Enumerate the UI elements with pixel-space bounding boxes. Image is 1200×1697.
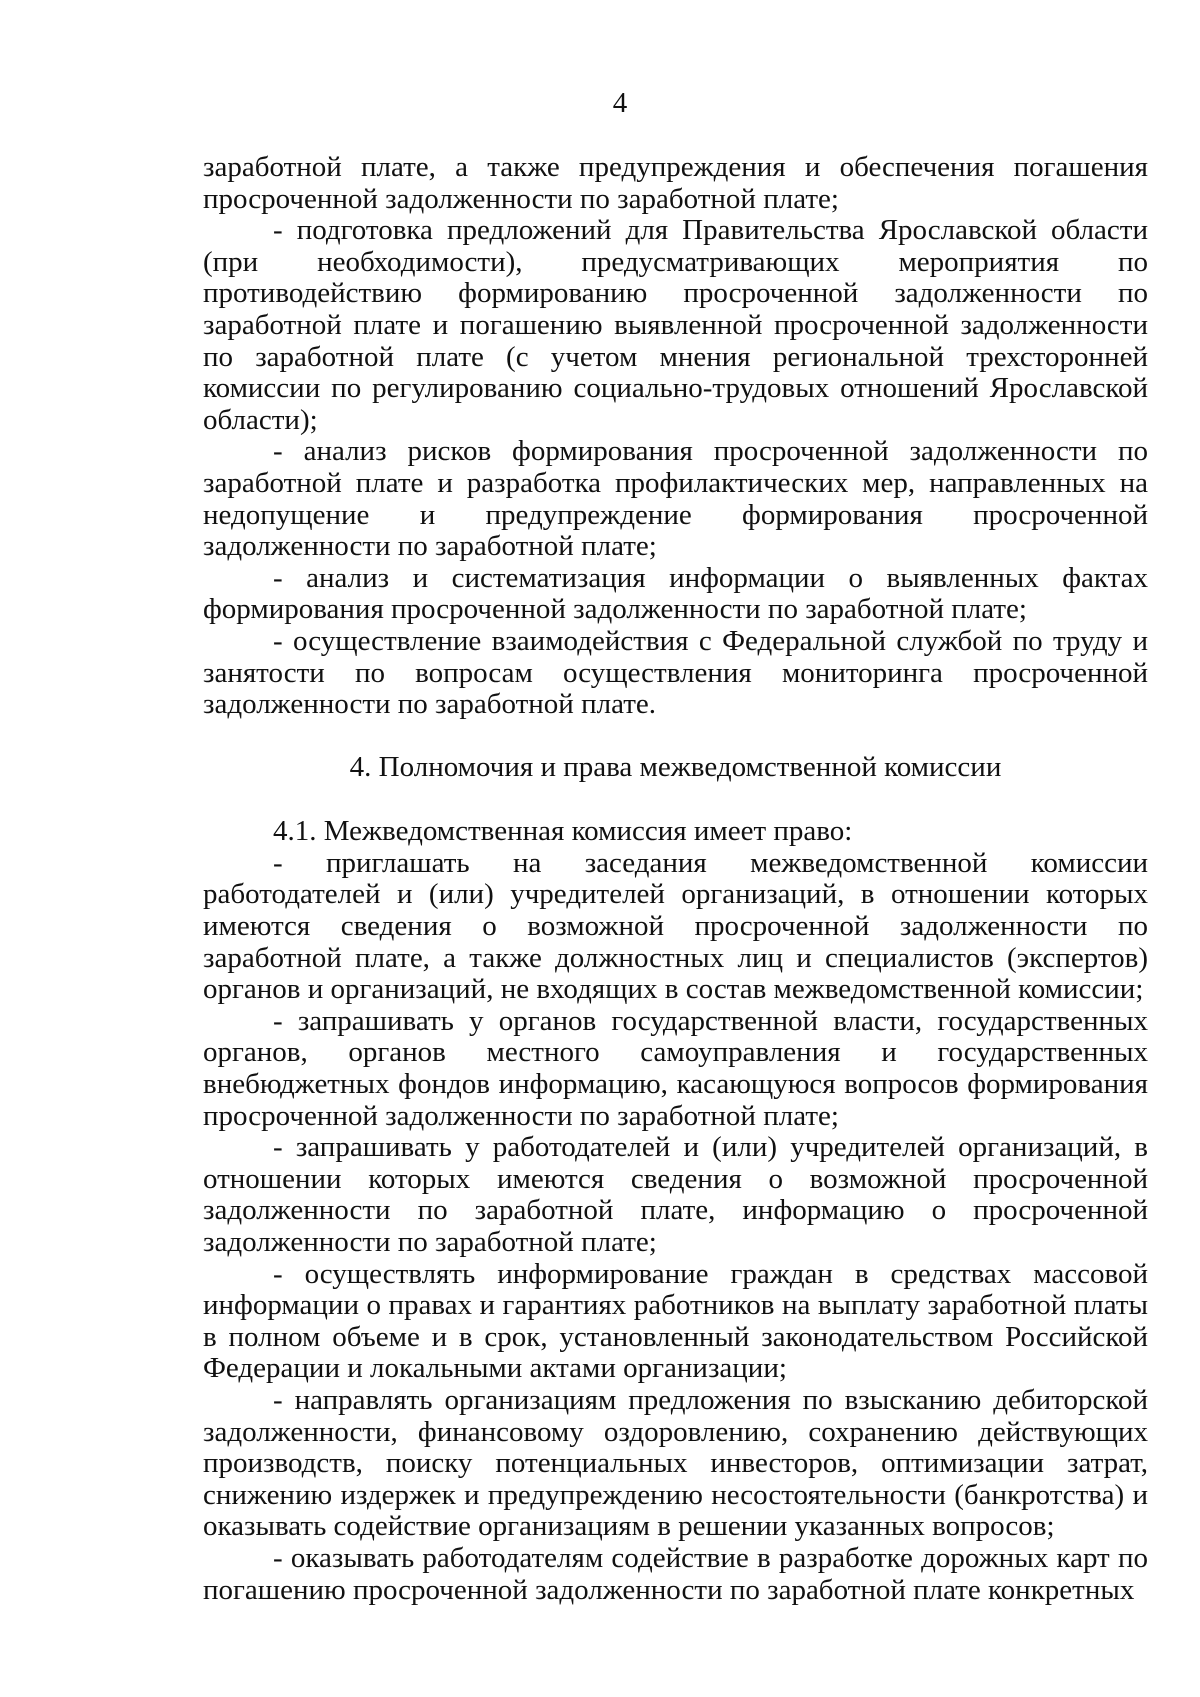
paragraph: - оказывать работодателям содействие в разработке дорожных карт по погашению просроченной задолженности по заработной плате конкретных: [203, 1541, 1148, 1606]
paragraph: - подготовка предложений для Правительства Ярославской области (при необходимости), предусматривающих мероприятия по противодействию формированию просроченной задолженности по заработной плате и погашению выявленной просроченной задолженности по заработной плате (с учетом мнения региональной трехсторонней комиссии по регулированию социально-трудовых отношений Ярославской области);: [203, 214, 1148, 436]
paragraph: - направлять организациям предложения по взысканию дебиторской задолженности, финансовому оздоровлению, сохранению действующих производств, поиску потенциальных инвесторов, оптимизации затрат, снижению издержек и предупреждению несостоятельности (банкротства) и оказывать содействие организациям в решении указанных вопросов;: [203, 1383, 1148, 1543]
paragraph: - анализ рисков формирования просроченной задолженности по заработной плате и разработка профилактических мер, направленных на недопущение и предупреждение формирования просроченной задолженности по заработной плате;: [203, 435, 1148, 563]
paragraph: - запрашивать у работодателей и (или) учредителей организаций, в отношении которых имеются сведения о возможной просроченной задолженности по заработной плате, информацию о просроченной задолженности по заработной плате;: [203, 1131, 1148, 1258]
paragraph: - осуществлять информирование граждан в средствах массовой информации о правах и гарантиях работников на выплату заработной платы в полном объеме и в срок, установленный законодательством Российской Федерации и локальными актами организации;: [203, 1257, 1148, 1385]
paragraph: - запрашивать у органов государственной власти, государственных органов, органов местного самоуправления и государственных внебюджетных фондов информацию, касающуюся вопросов формирования просроченной задолженности по заработной плате;: [203, 1004, 1148, 1132]
paragraph: - осуществление взаимодействия с Федеральной службой по труду и занятости по вопросам осуществления мониторинга просроченной задолженности по заработной плате.: [203, 624, 1148, 721]
paragraph: 4.1. Межведомственная комиссия имеет право:: [273, 815, 853, 848]
page-number: 4: [612, 87, 628, 119]
document-body: [203, 152, 1148, 1606]
section-heading: 4. Полномочия и права межведомственной комиссии: [349, 750, 1002, 783]
paragraph: заработной плате, а также предупреждения и обеспечения погашения просроченной задолженности по заработной плате;: [203, 151, 1148, 215]
paragraph: - приглашать на заседания межведомственной комиссии работодателей и (или) учредителей организаций, в отношении которых имеются сведения о возможной просроченной задолженности по заработной плате, а также должностных лиц и специалистов (экспертов) органов и организаций, не входящих в состав межведомственной комиссии;: [203, 846, 1148, 1006]
paragraph: - анализ и систематизация информации о выявленных фактах формирования просроченной задолженности по заработной плате;: [203, 561, 1148, 626]
